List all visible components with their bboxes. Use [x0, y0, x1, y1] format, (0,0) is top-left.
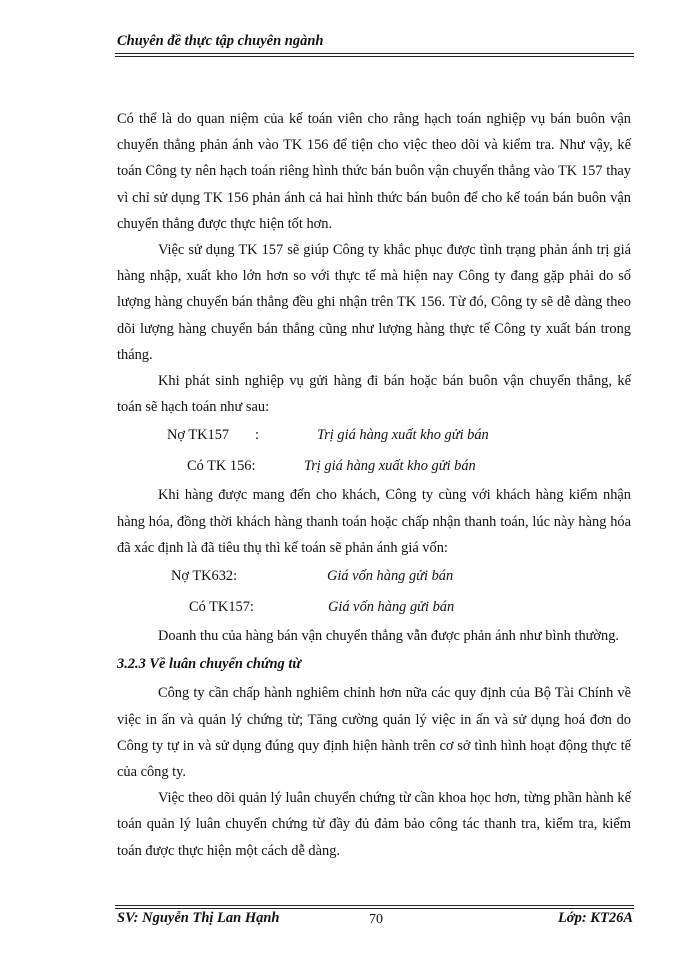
- journal-entry-debit-157: [117, 420, 631, 451]
- header-title: Chuyên đề thực tập chuyên ngành: [117, 33, 324, 49]
- credit-description: Trị giá hàng xuất kho gửi bán: [304, 458, 476, 475]
- credit-account: Có TK157:: [189, 599, 254, 616]
- credit-description: Giá vốn hàng gửi bán: [328, 599, 455, 616]
- paragraph-5: Doanh thu của hàng bán vận chuyển thẳng vẫn được phản ánh như bình thường.: [158, 628, 620, 645]
- student-name: SV: Nguyễn Thị Lan Hạnh: [117, 910, 280, 926]
- paragraph-6: Công ty cần chấp hành nghiêm chỉnh hơn nữa các quy định của Bộ Tài Chính về việc in ấn và quản lý chứng từ; Tăng cường quản lý việc in ấn và sử dụng hoá đơn do Công ty tự in và sử dụng đúng quy định hiện hành trên cơ sở tình hình hoạt động thực tế của công ty.: [117, 685, 631, 781]
- journal-entry-credit-157: [117, 592, 631, 623]
- footer-rule: [115, 905, 634, 906]
- debit-description: Trị giá hàng xuất kho gửi bán: [317, 427, 489, 444]
- header-rule: [115, 53, 634, 54]
- journal-entry-credit-156: [117, 451, 631, 482]
- paragraph-1: Có thể là do quan niệm của kế toán viên cho rằng hạch toán nghiệp vụ bán buôn vận chuyển thẳng phản ánh vào TK 156 để tiện cho việc theo dõi và kiểm tra. Như vậy, kế toán Công ty nên hạch toán riêng hình thức bán buôn vận chuyển thẳng vào TK 157 thay vì chỉ sử dụng TK 156 phản ánh cả hai hình thức bán buôn để cho kế toán bán buôn vận chuyển thẳng được thực hiện tốt hơn.: [117, 111, 631, 232]
- paragraph-7: Việc theo dõi quản lý luân chuyển chứng từ cần khoa học hơn, từng phần hành kế toán quản lý luân chuyển chứng từ đầy đủ đảm bảo công tác thanh tra, kiểm tra, kiểm toán được thực hiện một cách dễ dàng.: [117, 790, 631, 859]
- paragraph-3: Khi phát sinh nghiệp vụ gửi hàng đi bán hoặc bán buôn vận chuyển thẳng, kế toán sẽ hạch toán như sau:: [117, 373, 631, 416]
- credit-account: Có TK 156:: [187, 458, 256, 475]
- debit-description: Giá vốn hàng gửi bán: [327, 568, 454, 585]
- footer-rule-thin: [115, 908, 634, 909]
- debit-account: Nợ TK632:: [171, 568, 238, 585]
- page-number: 70: [369, 912, 383, 927]
- class-label: Lớp: KT26A: [557, 910, 633, 926]
- paragraph-4: Khi hàng được mang đến cho khách, Công ty cùng với khách hàng kiểm nhận hàng hóa, đồng thời khách hàng thanh toán hoặc chấp nhận thanh toán, lúc này hàng hóa đã xác định là đã tiêu thụ thì kế toán sẽ phản ánh giá vốn:: [117, 487, 631, 556]
- debit-account: Nợ TK157: [167, 427, 230, 444]
- section-heading: 3.2.3 Về luân chuyển chứng từ: [117, 656, 301, 673]
- header-rule-thin: [115, 56, 634, 57]
- paragraph-2: Việc sử dụng TK 157 sẽ giúp Công ty khắc phục được tình trạng phản ánh trị giá hàng nhập, xuất kho lớn hơn so với thực tế mà hiện nay Công ty đang gặp phải do số lượng hàng chuyển bán thẳng đều ghi nhận trên TK 156. Từ đó, Công ty sẽ dễ dàng theo dõi lượng hàng chuyển bán thẳng cũng như lượng hàng thực tế Công ty xuất bán trong tháng.: [117, 242, 631, 363]
- debit-colon: :: [255, 427, 259, 444]
- journal-entry-debit-632: [117, 561, 631, 592]
- document-body: [117, 106, 631, 864]
- page-footer: [117, 910, 633, 934]
